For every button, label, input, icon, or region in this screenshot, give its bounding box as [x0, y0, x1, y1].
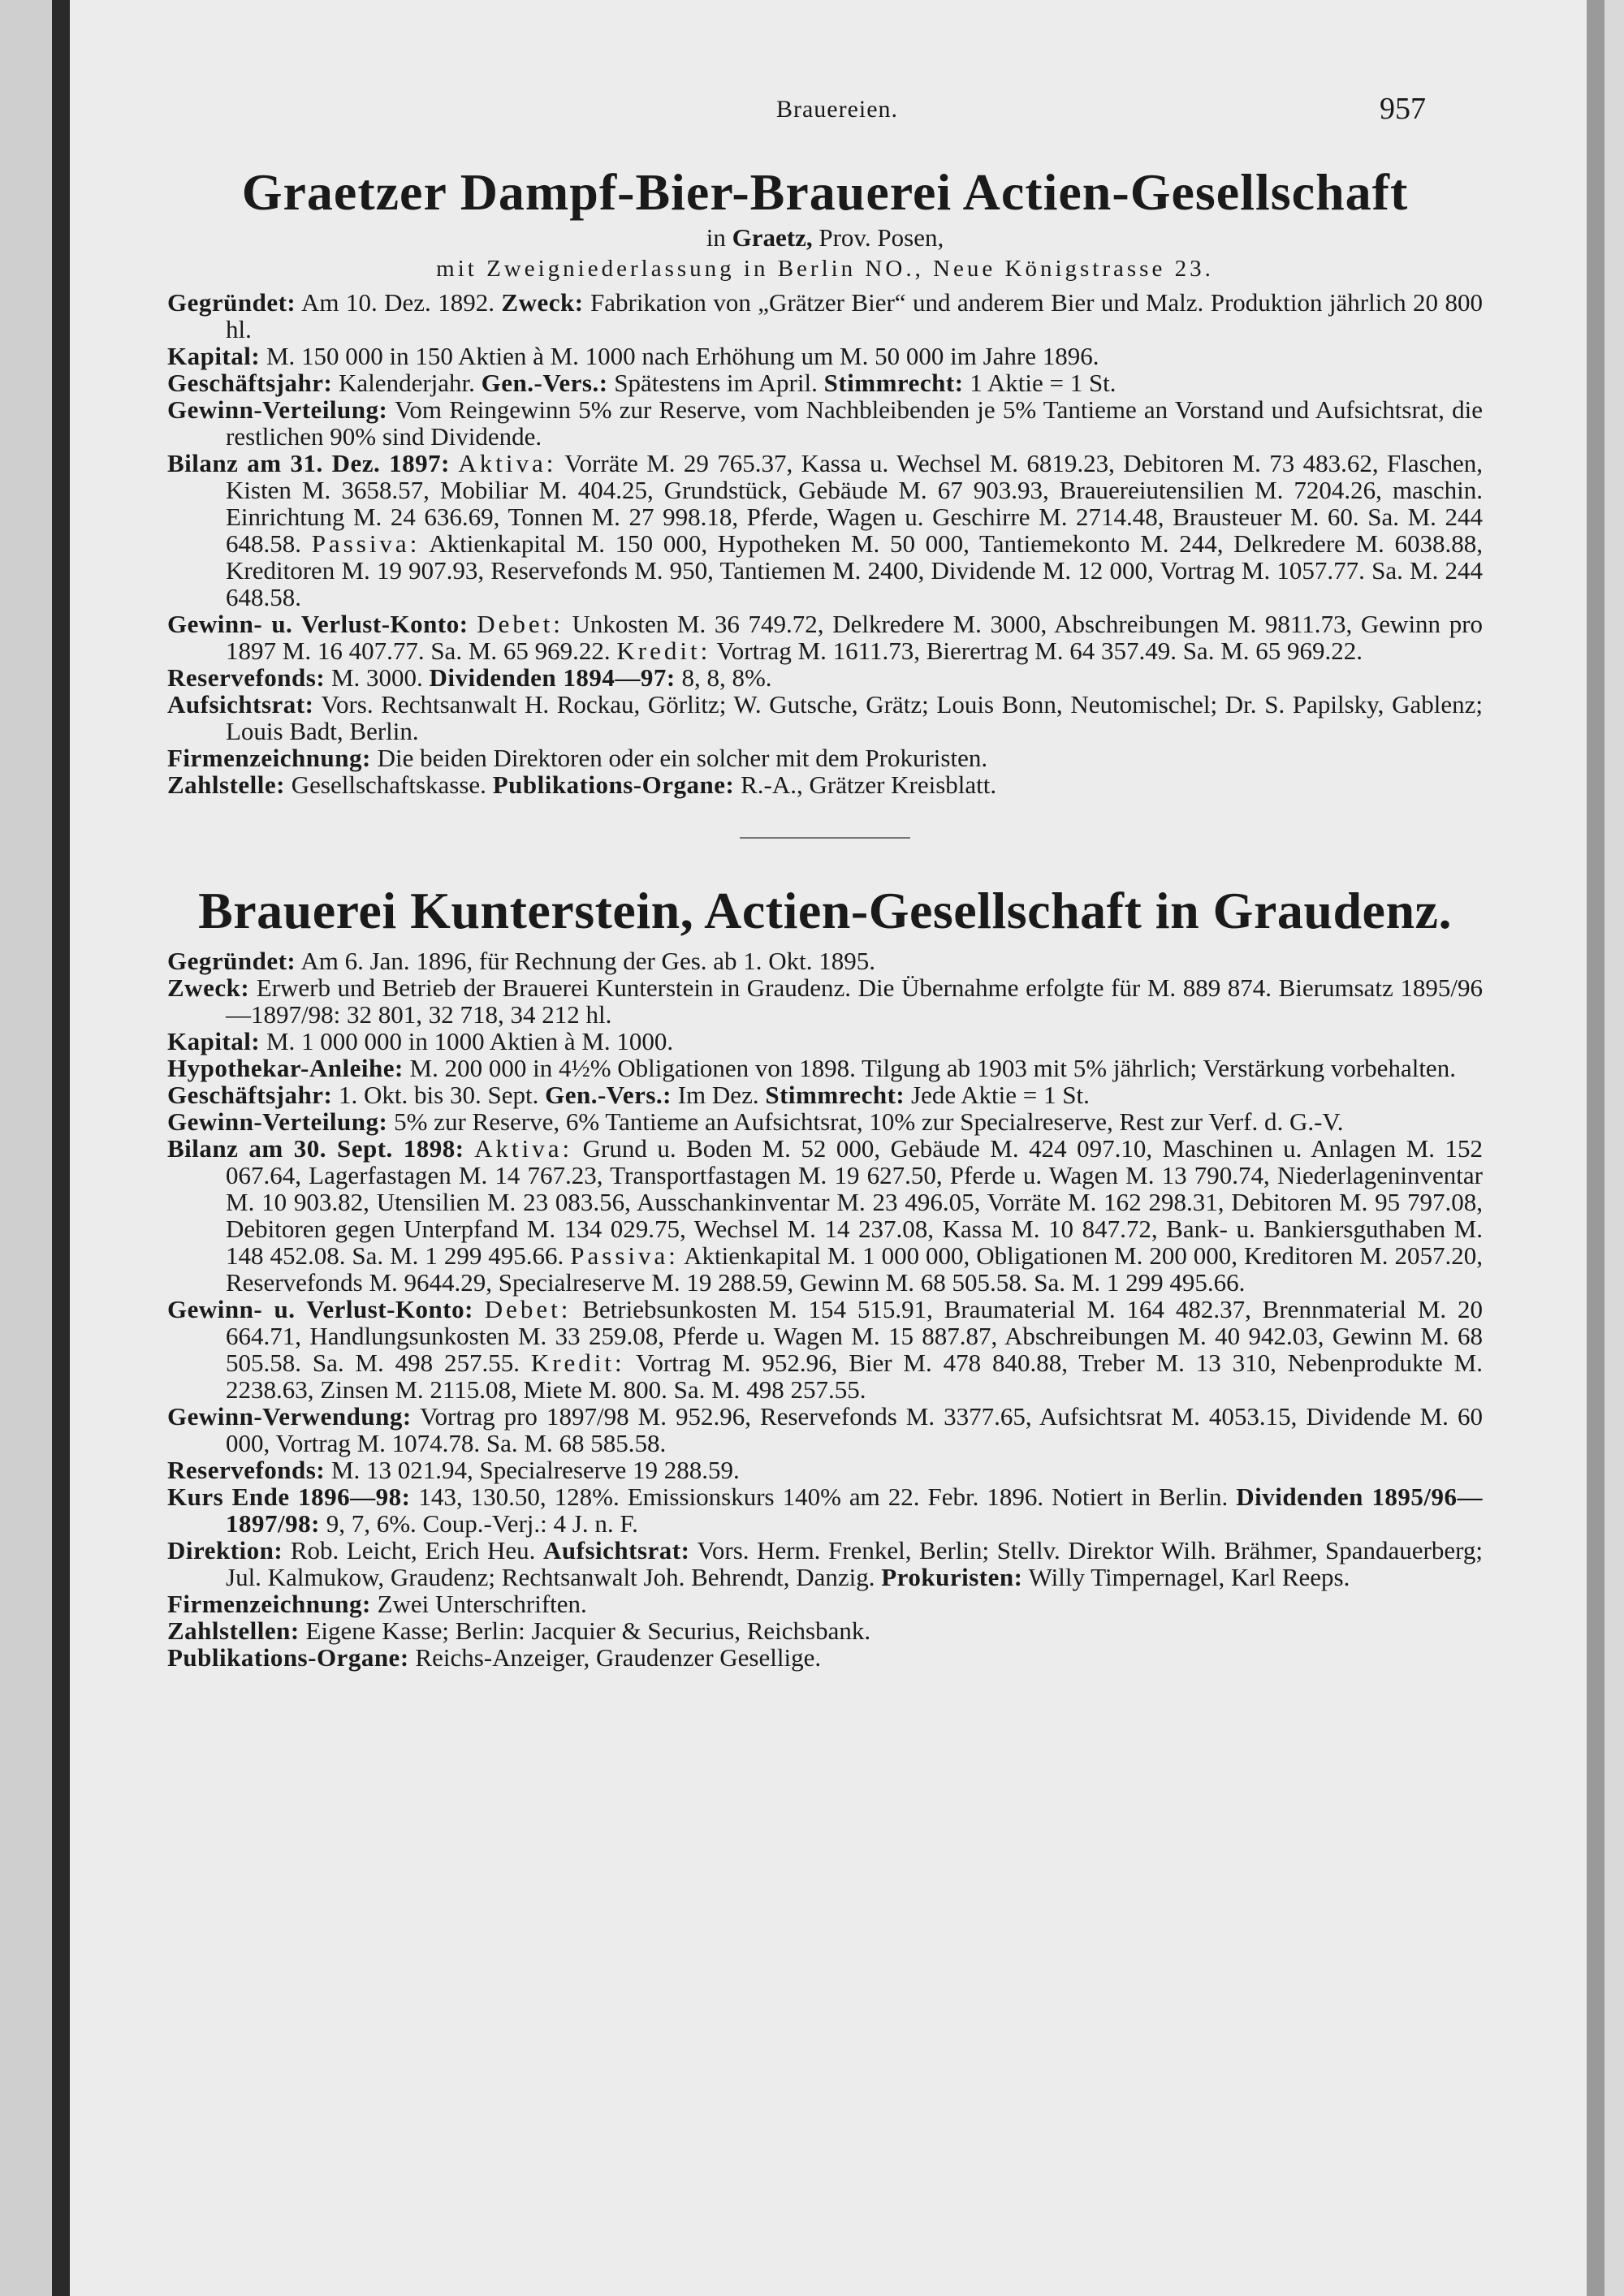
company-location — [167, 222, 1483, 253]
page-content — [167, 162, 1483, 1671]
location-suffix: Prov. Posen, — [818, 223, 944, 252]
book-page — [52, 0, 1605, 2296]
text-purpose: Fabrikation von „Grätzer Bier“ und anderem Bier und Malz. Produktion jährlich 20 800 hl. — [226, 288, 1483, 343]
page-number: 957 — [1380, 92, 1426, 126]
text-fiscal-year: 1. Okt. bis 30. Sept. — [339, 1081, 539, 1109]
text-signature: Zwei Unterschriften. — [377, 1590, 587, 1618]
text-reserve-fund: M. 3000. — [330, 663, 423, 692]
text-mortgage-loan: M. 200 000 in 4½% Obligationen von 1898. Tilgung ab 1903 mit 5% jährlich; Verstärkung vorbehalten. — [409, 1054, 1456, 1082]
entry-mortgage-loan — [167, 1055, 1483, 1081]
entry-founded — [167, 947, 1483, 974]
text-paying-agents: Eigene Kasse; Berlin: Jacquier & Securius, Reichsbank. — [305, 1616, 871, 1645]
text-assets: Vorräte M. 29 765.37, Kassa u. Wechsel M. 6819.23, Debitoren M. 73 483.62, Flaschen, Kisten M. 3658.57, Mobiliar M. 404.25, Grundstück, Gebäude M. 67 903.93, Brauereiutensilien M. 7204.26, maschin. Einrichtung M. 24 636.69, Tonnen M. 27 998.18, Pferde, Wagen u. Geschirre M. 2714.48, Brausteuer M. 60. Sa. M. 244 648.58. — [226, 449, 1483, 558]
label-signature: Firmenzeichnung: — [167, 1590, 371, 1618]
entry-profit-distribution — [167, 396, 1483, 450]
label-management: Direktion: — [167, 1536, 283, 1564]
branch-office: mit Zweigniederlassung in Berlin NO., Neue Königstrasse 23. — [436, 256, 1214, 282]
label-paying-agents: Zahlstellen: — [167, 1616, 300, 1645]
text-publications: R.-A., Grätzer Kreisblatt. — [741, 770, 997, 799]
label-founded: Gegründet: — [167, 947, 296, 975]
text-profit-distribution: Vom Reingewinn 5% zur Reserve, vom Nachbleibenden je 5% Tantieme an Vorstand und Aufsichtsrat, die restlichen 90% sind Dividende. — [226, 395, 1483, 451]
label-general-meeting: Gen.-Vers.: — [545, 1081, 672, 1109]
scan-left-margin — [0, 0, 52, 2296]
label-assets: Aktiva: — [458, 449, 557, 477]
label-share-price: Kurs Ende 1896—98: — [167, 1482, 411, 1511]
text-credit: Vortrag M. 952.96, Bier M. 478 840.88, Treber M. 13 310, Nebenprodukte M. 2238.63, Zinsen M. 2115.08, Miete M. 800. Sa. M. 498 257.55. — [226, 1349, 1483, 1404]
label-debit: Debet: — [477, 610, 564, 638]
label-profit-distribution: Gewinn-Verteilung: — [167, 1107, 388, 1136]
entry-profit-loss — [167, 1296, 1483, 1403]
entry-balance-sheet — [167, 450, 1483, 611]
label-capital: Kapital: — [167, 1027, 261, 1055]
label-balance-sheet: Bilanz am 31. Dez. 1897: — [167, 449, 450, 477]
text-capital: M. 1 000 000 in 1000 Aktien à M. 1000. — [266, 1027, 674, 1055]
text-dividends: 9, 7, 6%. Coup.-Verj.: 4 J. n. F. — [326, 1509, 638, 1538]
text-profit-use: Vortrag pro 1897/98 M. 952.96, Reservefonds M. 3377.65, Aufsichtsrat M. 4053.15, Dividende M. 60 000, Vortrag M. 1074.78. Sa. M. 68 585.58. — [226, 1402, 1483, 1457]
entry-signature — [167, 1590, 1483, 1617]
entry-publications — [167, 1644, 1483, 1671]
entry-capital — [167, 1028, 1483, 1055]
text-liabilities: Aktienkapital M. 1 000 000, Obligationen M. 200 000, Kreditoren M. 2057.20, Reservefonds M. 9644.29, Specialreserve M. 19 288.59, Gewinn M. 68 505.58. Sa. M. 1 299 495.66. — [226, 1241, 1483, 1297]
label-voting-right: Stimmrecht: — [765, 1081, 905, 1109]
text-authorized-officers: Willy Timpernagel, Karl Reeps. — [1028, 1563, 1350, 1591]
label-supervisory-board: Aufsichtsrat: — [543, 1536, 690, 1564]
label-credit: Kredit: — [530, 1349, 625, 1377]
label-liabilities: Passiva: — [570, 1241, 679, 1270]
text-general-meeting: Spätestens im April. — [614, 369, 818, 397]
label-profit-loss: Gewinn- u. Verlust-Konto: — [167, 1295, 473, 1323]
text-profit-distribution: 5% zur Reserve, 6% Tantieme an Aufsichtsrat, 10% zur Specialreserve, Rest zur Verf. d. G.-V. — [394, 1107, 1344, 1136]
label-reserve-fund: Reservefonds: — [167, 663, 326, 692]
label-publications: Publikations-Organe: — [492, 770, 735, 799]
text-voting-right: Jede Aktie = 1 St. — [911, 1081, 1090, 1109]
entry-paying-agent — [167, 771, 1483, 798]
entry-profit-use — [167, 1403, 1483, 1457]
text-voting-right: 1 Aktie = 1 St. — [970, 369, 1116, 397]
label-paying-agent: Zahlstelle: — [167, 770, 285, 799]
entry-purpose — [167, 974, 1483, 1028]
label-signature: Firmenzeichnung: — [167, 744, 371, 772]
label-authorized-officers: Prokuristen: — [881, 1563, 1023, 1591]
label-debit: Debet: — [484, 1295, 572, 1323]
text-reserve-fund: M. 13 021.94, Specialreserve 19 288.59. — [330, 1456, 740, 1484]
label-dividends: Dividenden 1894—97: — [429, 663, 676, 692]
entry-fiscal-year — [167, 1081, 1483, 1108]
text-management: Rob. Leicht, Erich Heu. — [290, 1536, 536, 1564]
label-supervisory-board: Aufsichtsrat: — [167, 690, 314, 719]
label-liabilities: Passiva: — [311, 529, 421, 558]
entry-profit-distribution — [167, 1108, 1483, 1135]
text-debit: Unkosten M. 36 749.72, Delkredere M. 3000, Abschreibungen M. 9811.73, Gewinn pro 1897 M. 16 407.77. Sa. M. 65 969.22. — [226, 610, 1484, 665]
entry-management — [167, 1537, 1483, 1590]
label-dividends: Dividenden 1895/96—1897/98: — [226, 1482, 1484, 1538]
label-profit-loss: Gewinn- u. Verlust-Konto: — [167, 610, 469, 638]
entry-fiscal-year — [167, 369, 1483, 396]
text-liabilities: Aktienkapital M. 150 000, Hypotheken M. 50 000, Tantiemekonto M. 244, Delkredere M. 6038.88, Kreditoren M. 19 907.93, Reservefonds M. 950, Tantiemen M. 2400, Dividende M. 12 000, Vortrag M. 1057.77. Sa. M. 244 648.58. — [226, 529, 1483, 611]
running-head: Brauereien. — [775, 96, 899, 123]
label-publications: Publikations-Organe: — [167, 1643, 409, 1672]
text-supervisory-board: Vors. Rechtsanwalt H. Rockau, Görlitz; W. Gutsche, Grätz; Louis Bonn, Neutomischel; Dr. S. Papilsky, Gablenz; Louis Badt, Berlin. — [226, 690, 1483, 745]
entry-reserve-fund — [167, 1457, 1483, 1483]
page-edge — [1587, 0, 1605, 2296]
entry-supervisory-board — [167, 691, 1483, 744]
label-fiscal-year: Geschäftsjahr: — [167, 1081, 333, 1109]
text-dividends: 8, 8, 8%. — [681, 663, 772, 692]
label-voting-right: Stimmrecht: — [823, 369, 964, 397]
company-title: Brauerei Kunterstein, Actien-Gesellschaft in Graudenz. — [198, 882, 1452, 939]
label-profit-distribution: Gewinn-Verteilung: — [167, 395, 388, 424]
text-assets: Grund u. Boden M. 52 000, Gebäude M. 424 097.10, Maschinen u. Anlagen M. 152 067.64, Lagerfastagen M. 14 767.23, Transportfastagen M. 19 627.50, Pferde u. Wagen M. 13 790.74, Niederlageninventar M. 10 903.82, Utensilien M. 23 083.56, Ausschankinventar M. 23 496.05, Vorräte M. 162 298.31, Debitoren M. 95 797.08, Debitoren gegen Unterpfand M. 134 029.75, Wechsel M. 14 237.08, Kassa M. 10 847.72, Bank- u. Bankiersguthaben M. 148 452.08. Sa. M. 1 299 495.66. — [226, 1134, 1484, 1270]
label-purpose: Zweck: — [501, 288, 584, 317]
text-founded: Am 10. Dez. 1892. — [301, 288, 495, 317]
section-divider — [740, 837, 910, 839]
text-publications: Reichs-Anzeiger, Graudenzer Gesellige. — [415, 1643, 822, 1672]
label-capital: Kapital: — [167, 342, 261, 370]
text-founded: Am 6. Jan. 1896, für Rechnung der Ges. ab 1. Okt. 1895. — [300, 947, 876, 975]
text-credit: Vortrag M. 1611.73, Bierertrag M. 64 357.49. Sa. M. 65 969.22. — [716, 637, 1363, 665]
label-assets: Aktiva: — [474, 1134, 573, 1163]
location-prefix: in — [706, 223, 726, 252]
label-reserve-fund: Reservefonds: — [167, 1456, 326, 1484]
entry-share-price — [167, 1483, 1483, 1537]
entry-capital — [167, 343, 1483, 369]
label-credit: Kredit: — [616, 637, 711, 665]
text-purpose: Erwerb und Betrieb der Brauerei Kunterstein in Graudenz. Die Übernahme erfolgte für M. 889 874. Bierumsatz 1895/96—1897/98: 32 801, 32 718, 34 212 hl. — [226, 973, 1483, 1029]
text-capital: M. 150 000 in 150 Aktien à M. 1000 nach Erhöhung um M. 50 000 im Jahre 1896. — [266, 342, 1099, 370]
label-mortgage-loan: Hypothekar-Anleihe: — [167, 1054, 404, 1082]
label-profit-use: Gewinn-Verwendung: — [167, 1402, 412, 1431]
text-general-meeting: Im Dez. — [677, 1081, 759, 1109]
text-paying-agent: Gesellschaftskasse. — [291, 770, 486, 799]
label-balance-sheet: Bilanz am 30. Sept. 1898: — [167, 1134, 464, 1163]
entry-balance-sheet — [167, 1135, 1483, 1296]
label-general-meeting: Gen.-Vers.: — [481, 369, 608, 397]
entry-reserve-dividends — [167, 664, 1483, 691]
entry-founded — [167, 289, 1483, 343]
entry-signature — [167, 744, 1483, 771]
location-city: Graetz, — [732, 223, 813, 252]
entry-paying-agents — [167, 1617, 1483, 1644]
text-share-price: 143, 130.50, 128%. Emissionskurs 140% am 22. Febr. 1896. Notiert in Berlin. — [418, 1482, 1229, 1511]
label-founded: Gegründet: — [167, 288, 296, 317]
company-title: Graetzer Dampf-Bier-Brauerei Actien-Gesellschaft — [241, 163, 1409, 221]
page-header — [70, 91, 1605, 132]
company-entry-graetzer — [167, 162, 1483, 798]
text-debit: Betriebsunkosten M. 154 515.91, Braumaterial M. 164 482.37, Brennmaterial M. 20 664.71, Handlungsunkosten M. 33 259.08, Pferde u. Wagen M. 15 887.87, Abschreibungen M. 40 942.03, Gewinn M. 68 505.58. Sa. M. 498 257.55. — [226, 1295, 1483, 1377]
label-purpose: Zweck: — [167, 973, 250, 1002]
label-fiscal-year: Geschäftsjahr: — [167, 369, 333, 397]
text-fiscal-year: Kalenderjahr. — [339, 369, 475, 397]
text-signature: Die beiden Direktoren oder ein solcher mit dem Prokuristen. — [377, 744, 988, 772]
company-entry-kunterstein — [167, 881, 1483, 1671]
text-supervisory-board: Vors. Herm. Frenkel, Berlin; Stellv. Direktor Wilh. Brähmer, Spandauerberg; Jul. Kalmukow, Graudenz; Rechtsanwalt Joh. Behrendt, Danzig. — [226, 1536, 1484, 1591]
entry-profit-loss — [167, 611, 1483, 664]
